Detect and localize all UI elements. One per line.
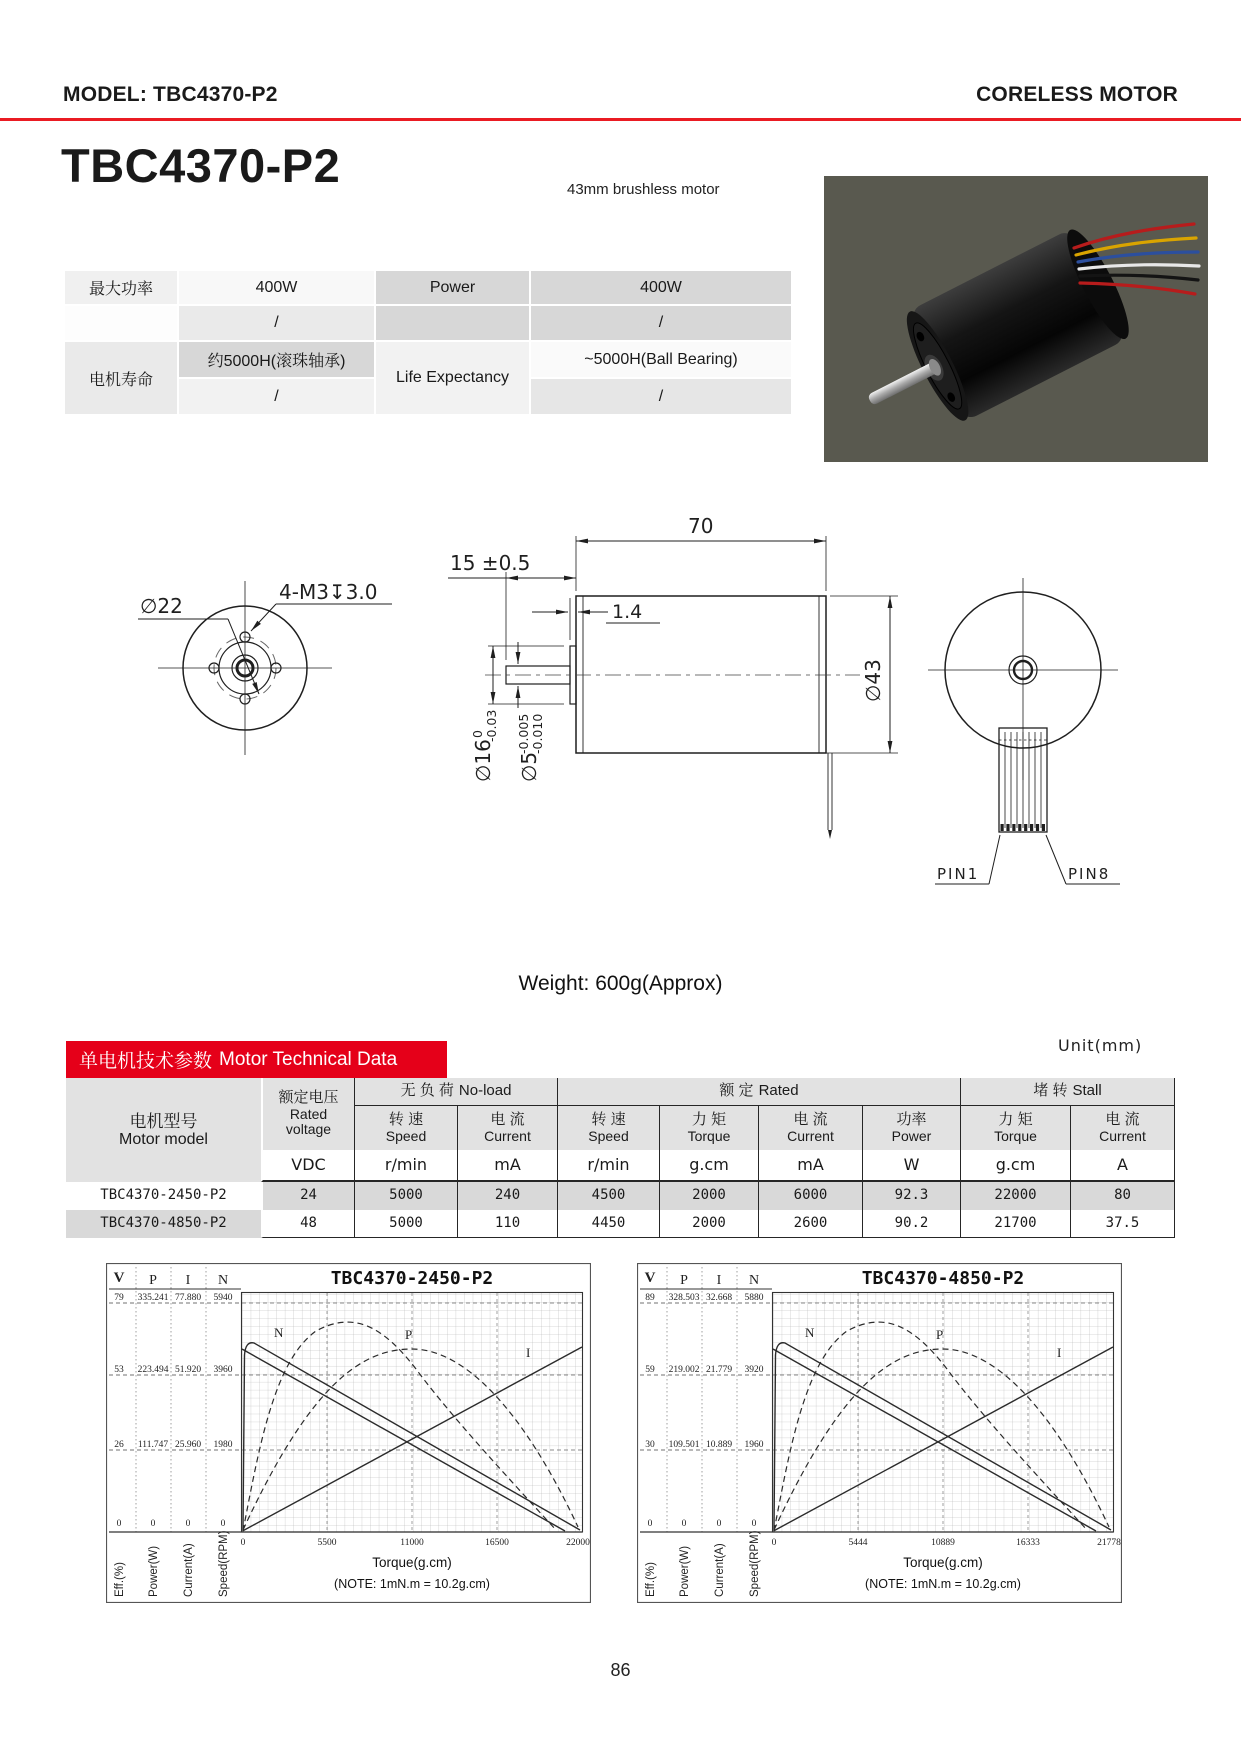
dim-shaft-dia-label	[516, 714, 545, 782]
pin8-label: PIN8	[1068, 865, 1111, 883]
xtick: 0	[240, 1538, 246, 1548]
curve-label-I: I	[526, 1345, 531, 1360]
spec-life-slash-zh: /	[179, 379, 374, 414]
sub-zh: 转 速	[591, 1110, 626, 1128]
dim-length-label: 70	[688, 514, 714, 538]
voltage-header-en2: voltage	[285, 1121, 332, 1138]
yaxis-label-eff: Eff.(%)	[645, 1562, 657, 1597]
xaxis-label: Torque(g.cm)	[903, 1555, 983, 1570]
dim-boss-thickness-label: 1.4	[612, 601, 643, 623]
col-header-motor-model	[66, 1078, 261, 1182]
curve-label-I: I	[1057, 1345, 1062, 1360]
unit-gcm-rated: g.cm	[659, 1150, 758, 1182]
shaft-tol-upper: -0.005	[516, 713, 531, 754]
ytick: 219.002	[668, 1365, 700, 1375]
header-red-rule	[0, 118, 1241, 121]
sub-header-rated-power	[862, 1106, 960, 1150]
rear-view	[928, 578, 1120, 884]
unit-vdc: VDC	[261, 1150, 354, 1182]
spec-life-label-en: Life Expectancy	[376, 342, 529, 414]
product-photo	[824, 176, 1208, 462]
yaxis-label-speed: Speed(RPM)	[749, 1530, 761, 1597]
ytick: 3920	[744, 1365, 764, 1375]
sub-en: Current	[1099, 1127, 1146, 1144]
axis-col-V: V	[644, 1270, 656, 1286]
spec-empty-cell	[376, 306, 529, 340]
xtick: 5444	[848, 1538, 868, 1548]
shaft-tol-lower: -0.010	[530, 713, 545, 754]
voltage-header-zh: 额定电压	[278, 1088, 339, 1106]
sub-header-noload-current	[457, 1106, 557, 1150]
cell-rated-torque: 2000	[659, 1182, 758, 1210]
xtick: 5500	[317, 1538, 337, 1548]
spec-slash-en: /	[531, 306, 791, 340]
ytick: 0	[220, 1519, 226, 1529]
boss-dia-text: ∅16	[471, 739, 495, 782]
curve-label-P: P	[405, 1327, 413, 1342]
section-banner	[66, 1041, 447, 1078]
motor-photo-illustration	[824, 176, 1208, 462]
cell-stall-torque: 21700	[960, 1210, 1070, 1238]
xtick: 10889	[931, 1538, 955, 1548]
ytick: 30	[645, 1440, 655, 1450]
axis-col-V: V	[113, 1270, 125, 1286]
axis-col-I: I	[185, 1273, 191, 1288]
ytick: 32.668	[705, 1293, 733, 1303]
sub-zh: 电 流	[793, 1110, 828, 1128]
ytick: 0	[716, 1519, 722, 1529]
ytick: 25.960	[174, 1440, 202, 1450]
curve-label-N: N	[274, 1325, 284, 1340]
ytick: 59	[645, 1365, 655, 1375]
xtick: 11000	[400, 1538, 424, 1548]
yaxis-label-power: Power(W)	[679, 1545, 691, 1597]
ytick: 0	[185, 1519, 191, 1529]
performance-chart-4850	[637, 1263, 1122, 1603]
yaxis-label-current: Current(A)	[183, 1543, 195, 1597]
sub-header-noload-speed	[354, 1106, 457, 1150]
spec-life-slash-en: /	[531, 379, 791, 414]
xtick: 0	[771, 1538, 777, 1548]
performance-chart-2450	[106, 1263, 591, 1603]
cell-rated-speed: 4450	[557, 1210, 659, 1238]
sub-en: Torque	[994, 1127, 1037, 1144]
cell-voltage: 24	[261, 1182, 354, 1210]
sub-en: Speed	[588, 1127, 629, 1144]
sub-zh: 转 速	[388, 1110, 424, 1128]
noload-en: No-load	[458, 1082, 512, 1100]
ytick: 77.880	[174, 1293, 202, 1303]
cell-rated-power: 90.2	[862, 1210, 960, 1238]
spec-life-value-en: ~5000H(Ball Bearing)	[531, 342, 791, 377]
spec-empty-cell	[65, 306, 177, 340]
cell-rated-current: 2600	[758, 1210, 862, 1238]
sub-en: Torque	[687, 1127, 731, 1144]
table-row-model: TBC4370-4850-P2	[66, 1210, 261, 1238]
banner-zh: 单电机技术参数	[79, 1051, 213, 1072]
weight-note: Weight: 600g(Approx)	[518, 972, 723, 995]
side-view	[448, 536, 898, 839]
unit-ma-rated: mA	[758, 1150, 862, 1182]
group-header-noload	[354, 1078, 557, 1106]
axis-col-P: P	[149, 1273, 157, 1288]
spec-life-label-zh: 电机寿命	[65, 342, 177, 414]
sub-header-rated-current	[758, 1106, 862, 1150]
banner-en: Motor Technical Data	[219, 1048, 398, 1070]
boss-tol-lower: -0.03	[484, 709, 499, 742]
dim-bolt-circle-label: ∅22	[140, 594, 183, 618]
cell-noload-speed: 5000	[354, 1182, 457, 1210]
page-title: TBC4370-P2	[61, 139, 341, 192]
ytick: 0	[647, 1519, 653, 1529]
chart-note: (NOTE: 1mN.m = 10.2g.cm)	[334, 1577, 490, 1591]
header-model-label: MODEL: TBC4370-P2	[63, 83, 278, 106]
ytick: 335.241	[137, 1293, 169, 1303]
sub-zh: 力 矩	[998, 1110, 1033, 1128]
ytick: 10.889	[705, 1440, 733, 1450]
ytick: 0	[116, 1519, 122, 1529]
sub-zh: 力 矩	[691, 1110, 727, 1128]
cell-stall-current: 80	[1070, 1182, 1175, 1210]
sub-en: Speed	[385, 1127, 427, 1144]
cell-rated-speed: 4500	[557, 1182, 659, 1210]
unit-rpm-noload: r/min	[354, 1150, 457, 1182]
chart-title: TBC4370-2450-P2	[330, 1268, 494, 1289]
axis-col-I: I	[716, 1273, 722, 1288]
spec-max-power-value-zh: 400W	[179, 271, 374, 304]
chart-title: TBC4370-4850-P2	[861, 1268, 1025, 1289]
stall-zh: 堵 转	[1033, 1082, 1068, 1100]
ytick: 3960	[213, 1365, 233, 1375]
unit-note: Unit(mm)	[1058, 1036, 1143, 1055]
table-row-model: TBC4370-2450-P2	[66, 1182, 261, 1210]
dim-shaft-length-label: 15 ±0.5	[450, 551, 531, 575]
col-header-rated-voltage	[261, 1078, 354, 1150]
unit-gcm-stall: g.cm	[960, 1150, 1070, 1182]
spec-power-value-en: 400W	[531, 271, 791, 304]
ytick: 0	[150, 1519, 156, 1529]
axis-col-N: N	[217, 1273, 229, 1288]
noload-zh: 无 负 荷	[400, 1082, 454, 1100]
cell-rated-power: 92.3	[862, 1182, 960, 1210]
spec-power-label-en: Power	[376, 271, 529, 304]
sub-en: Current	[787, 1127, 834, 1144]
ytick: 21.779	[705, 1365, 733, 1375]
cell-stall-torque: 22000	[960, 1182, 1070, 1210]
rated-zh: 额 定	[719, 1082, 754, 1100]
sub-header-rated-speed	[557, 1106, 659, 1150]
chart-note: (NOTE: 1mN.m = 10.2g.cm)	[865, 1577, 1021, 1591]
spec-max-power-label-zh: 最大功率	[65, 271, 177, 304]
sub-zh: 功率	[896, 1110, 927, 1128]
model-header-en: Motor model	[119, 1130, 208, 1148]
sub-en: Power	[891, 1127, 932, 1144]
voltage-header-en1: Rated	[289, 1105, 328, 1122]
pin1-label: PIN1	[937, 865, 980, 883]
xtick: 22000	[566, 1538, 590, 1548]
xaxis-label: Torque(g.cm)	[372, 1555, 452, 1570]
cell-rated-current: 6000	[758, 1182, 862, 1210]
cell-rated-torque: 2000	[659, 1210, 758, 1238]
cell-noload-current: 240	[457, 1182, 557, 1210]
curve-label-P: P	[936, 1327, 944, 1342]
xtick: 16333	[1016, 1538, 1040, 1548]
ytick: 79	[114, 1293, 124, 1303]
ytick: 5880	[744, 1293, 764, 1303]
rated-en: Rated	[758, 1082, 799, 1100]
sub-zh: 电 流	[490, 1110, 525, 1128]
cell-noload-current: 110	[457, 1210, 557, 1238]
yaxis-label-eff: Eff.(%)	[114, 1562, 126, 1597]
technical-drawing	[60, 470, 1180, 920]
unit-w: W	[862, 1150, 960, 1182]
dim-boss-dia-label	[470, 710, 499, 782]
stall-en: Stall	[1072, 1082, 1102, 1100]
ytick: 51.920	[174, 1365, 202, 1375]
ytick: 1960	[744, 1440, 764, 1450]
spec-life-value-zh: 约5000H(滚珠轴承)	[179, 342, 374, 377]
sub-en: Current	[484, 1127, 531, 1144]
boss-tol-upper: 0	[470, 730, 485, 738]
sub-header-stall-torque	[960, 1106, 1070, 1150]
ytick: 26	[114, 1440, 124, 1450]
body-dia-text: ∅43	[861, 659, 885, 702]
unit-a: A	[1070, 1150, 1175, 1182]
ytick: 0	[751, 1519, 757, 1529]
page-subtitle: 43mm brushless motor	[567, 181, 720, 198]
header-category-label: CORELESS MOTOR	[976, 83, 1178, 106]
ytick: 223.494	[137, 1365, 169, 1375]
spec-table	[65, 271, 791, 414]
curve-label-N: N	[805, 1325, 815, 1340]
group-header-stall	[960, 1078, 1175, 1106]
dim-mount-holes-label: 4-M3↧3.0	[279, 580, 378, 604]
s ub-header-rated-torque	[659, 1106, 758, 1150]
ytick: 328.503	[668, 1293, 700, 1303]
dim-body-dia-label	[861, 659, 885, 702]
axis-col-P: P	[680, 1273, 688, 1288]
sub-header-stall-current	[1070, 1106, 1175, 1150]
page-number: 86	[610, 1660, 631, 1680]
ytick: 5940	[213, 1293, 233, 1303]
yaxis-label-current: Current(A)	[714, 1543, 726, 1597]
group-header-rated	[557, 1078, 960, 1106]
motor-technical-data-table	[66, 1078, 1175, 1238]
ytick: 109.501	[668, 1440, 700, 1450]
ytick: 0	[681, 1519, 687, 1529]
sub-zh: 电 流	[1105, 1110, 1140, 1128]
yaxis-label-power: Power(W)	[148, 1545, 160, 1597]
xtick: 21778	[1097, 1538, 1121, 1548]
cell-stall-current: 37.5	[1070, 1210, 1175, 1238]
ytick: 111.747	[137, 1440, 169, 1450]
shaft-dia-text: ∅5	[517, 751, 541, 782]
cell-voltage: 48	[261, 1210, 354, 1238]
xtick: 16500	[485, 1538, 509, 1548]
ytick: 53	[114, 1365, 124, 1375]
ytick: 1980	[213, 1440, 233, 1450]
yaxis-label-speed: Speed(RPM)	[218, 1530, 230, 1597]
spec-slash-zh: /	[179, 306, 374, 340]
unit-ma-noload: mA	[457, 1150, 557, 1182]
cell-noload-speed: 5000	[354, 1210, 457, 1238]
ytick: 89	[645, 1293, 655, 1303]
axis-col-N: N	[748, 1273, 760, 1288]
model-header-zh: 电机型号	[129, 1111, 198, 1131]
unit-rpm-rated: r/min	[557, 1150, 659, 1182]
